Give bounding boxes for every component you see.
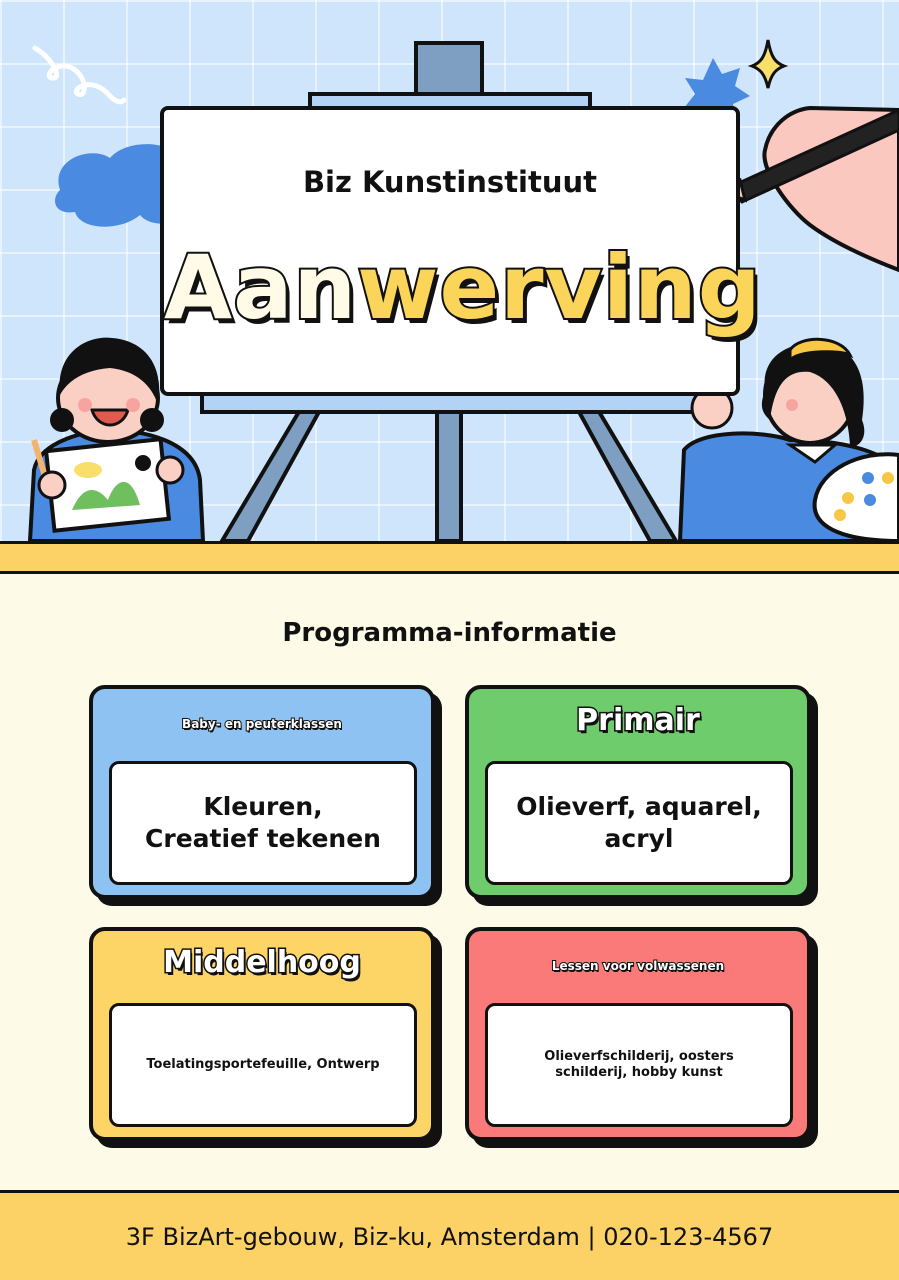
card-baby-toddler (89, 685, 435, 899)
divider-ledge (0, 541, 899, 574)
card-title: Primair (576, 703, 700, 738)
card-title: Middelhoog (163, 945, 361, 980)
hero-banner (0, 0, 899, 541)
card-primary (465, 685, 811, 899)
card-body-text: Olieverfschilderij, oosters schilderij, hobby kunst (544, 1049, 734, 1080)
card-title: Baby- en peuterklassen (182, 717, 342, 731)
card-body-text: Toelatingsportefeuille, Ontwerp (146, 1057, 380, 1072)
institute-name: Biz Kunstinstituut (302, 165, 598, 199)
card-body (109, 1003, 417, 1127)
swirl-icon (35, 48, 124, 102)
card-adult-lessons (465, 927, 811, 1141)
easel-board (160, 106, 762, 396)
title-part-2: werving (357, 236, 762, 339)
card-middle-high (89, 927, 435, 1141)
footer-contact (0, 1190, 899, 1280)
card-body (485, 761, 793, 885)
card-body (109, 761, 417, 885)
program-heading: Programma-informatie (282, 618, 617, 648)
card-body-text: Kleuren, Creatief tekenen (145, 792, 381, 853)
sparkle-icon (752, 40, 784, 88)
title-part-1: Aan (164, 236, 358, 339)
card-title: Lessen voor volwassenen (551, 959, 725, 973)
card-body-text: Olieverf, aquarel, acryl (516, 792, 762, 853)
contact-text: 3F BizArt-gebouw, Biz-ku, Amsterdam | 020-123-4567 (125, 1222, 774, 1251)
card-body (485, 1003, 793, 1127)
page-title (164, 236, 762, 339)
